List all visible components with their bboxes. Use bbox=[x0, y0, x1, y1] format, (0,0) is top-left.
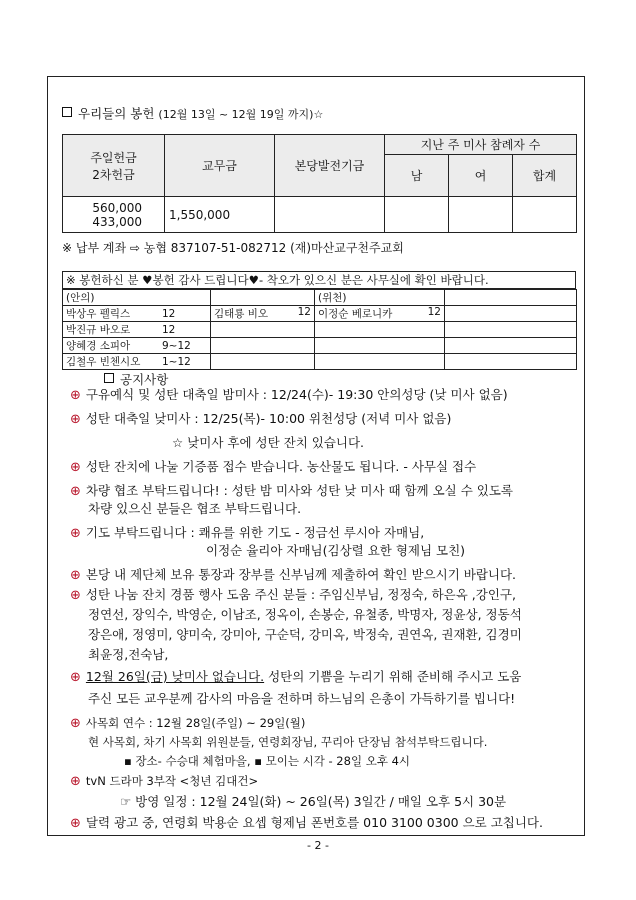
cross-bullet-icon: ⊕ bbox=[70, 412, 81, 427]
notice-text: 성탄 나눔 잔치 경품 행사 도움 주신 분들 : 주임신부님, 정정숙, 하은옥 ,강인구, bbox=[85, 587, 516, 602]
donor-months: 12 bbox=[427, 306, 441, 318]
cross-bullet-icon: ⊕ bbox=[70, 484, 81, 499]
notice-text: ▪ 장소- 수승대 체험마을, ▪ 모이는 시각 - 28일 오후 4시 bbox=[124, 754, 411, 768]
notice-text: 기도 부탁드립니다 : 쾌유를 위한 기도 - 정금선 루시아 자매님, bbox=[85, 525, 425, 540]
notice-text: 본당 내 제단체 보유 통장과 장부를 신부님께 제출하여 확인 받으시기 바랍니다. bbox=[85, 567, 517, 582]
square-bullet-icon bbox=[104, 373, 114, 383]
notice-text: 차량 있으신 분들은 협조 부탁드립니다. bbox=[88, 501, 302, 516]
cross-bullet-icon: ⊕ bbox=[70, 588, 81, 603]
notice-text: tvN 드라마 3부작 <청년 김대건> bbox=[85, 774, 259, 788]
cross-bullet-icon: ⊕ bbox=[70, 716, 81, 731]
cross-bullet-icon: ⊕ bbox=[70, 526, 81, 541]
donor-name: 김철우 빈첸시오 bbox=[66, 356, 141, 368]
notice-text: 최윤정,전숙남, bbox=[88, 647, 169, 662]
notice-text: ☞ 방영 일정 : 12월 24일(화) ~ 26일(목) 3일간 / 매일 오후 5시 30분 bbox=[120, 794, 507, 809]
notice-item bbox=[70, 668, 521, 687]
notice-text: ☆ 낮미사 후에 성탄 잔치 있습니다. bbox=[172, 435, 365, 450]
notice-text: 현 사목회, 차기 사목회 위원분들, 연령회장님, 꾸리아 단장님 참석부탁드립니다. bbox=[88, 735, 488, 749]
notice-text: 성탄 잔치에 나눌 기증품 접수 받습니다. 농산물도 됩니다. - 사무실 접수 bbox=[85, 459, 477, 474]
development-value bbox=[275, 197, 385, 233]
offering-period: (12월 13일 ~ 12월 19일 까지)☆ bbox=[158, 108, 324, 121]
sunday-second-header bbox=[63, 135, 165, 197]
development-header: 본당발전기금 bbox=[275, 135, 385, 197]
square-bullet-icon bbox=[62, 107, 72, 117]
second-header: 2차헌금 bbox=[92, 167, 135, 182]
notice-text: 12월 26일(금) 낮미사 없습니다. bbox=[85, 669, 265, 684]
donor-months: 1~12 bbox=[162, 356, 191, 368]
page-number: - 2 - bbox=[307, 839, 329, 852]
donor-name: 박진규 바오로 bbox=[66, 324, 131, 336]
sunday-second-values bbox=[63, 197, 165, 233]
donor-name: 양혜경 소피아 bbox=[66, 340, 131, 352]
table-row bbox=[63, 338, 577, 354]
notice-text: 이정순 율리아 자매님(김상렬 요한 형제님 모친) bbox=[206, 543, 466, 558]
notice-item bbox=[70, 814, 543, 833]
notice-text: 성탄 대축일 낮미사 : 12/25(목)- 10:00 위천성당 (저녁 미사 없음) bbox=[85, 411, 452, 426]
notice-text: 장은애, 정영미, 양미숙, 강미아, 구순덕, 강미옥, 박정숙, 권연옥, 권재환, 김경미 bbox=[88, 627, 522, 642]
sunday-value: 560,000 bbox=[92, 200, 142, 215]
donor-name: 박상우 펠릭스 bbox=[66, 308, 131, 320]
second-value: 433,000 bbox=[92, 214, 142, 229]
table-row bbox=[63, 322, 577, 338]
cross-bullet-icon: ⊕ bbox=[70, 460, 81, 475]
notice-item bbox=[70, 566, 516, 585]
mission-header: 교무금 bbox=[165, 135, 275, 197]
notice-text: 성탄의 기쁨을 누리기 위해 준비해 주시고 도움 bbox=[264, 669, 522, 684]
table-row bbox=[63, 306, 577, 322]
notice-item bbox=[70, 772, 258, 791]
offering-title: 우리들의 봉헌 bbox=[78, 106, 155, 121]
offering-table bbox=[62, 134, 577, 233]
notice-title: 공지사항 bbox=[120, 372, 169, 387]
male-value bbox=[385, 197, 449, 233]
donor-months: 12 bbox=[162, 324, 176, 336]
female-value bbox=[449, 197, 513, 233]
total-header: 합계 bbox=[513, 155, 577, 197]
notice-item bbox=[70, 386, 508, 405]
table-row bbox=[63, 354, 577, 370]
donor-col3-header: (위천) bbox=[315, 290, 445, 306]
donor-col1-header: (안의) bbox=[63, 290, 211, 306]
donor-name: 이정순 베로니카 bbox=[318, 308, 393, 320]
cross-bullet-icon: ⊕ bbox=[70, 670, 81, 685]
donor-months: 12 bbox=[162, 308, 176, 320]
mission-value: 1,550,000 bbox=[165, 197, 275, 233]
attendance-header: 지난 주 미사 참례자 수 bbox=[385, 135, 577, 155]
donor-months: 9~12 bbox=[162, 340, 191, 352]
donor-table bbox=[62, 289, 577, 370]
notice-item bbox=[70, 524, 424, 543]
cross-bullet-icon: ⊕ bbox=[70, 816, 81, 831]
male-header: 남 bbox=[385, 155, 449, 197]
notice-text: 정연선, 장익수, 박영순, 이남조, 정옥이, 손봉순, 유철종, 박명자, 정윤상, 정동석 bbox=[88, 607, 522, 622]
sunday-header: 주일헌금 bbox=[90, 150, 137, 165]
offering-section-title bbox=[62, 104, 323, 122]
notice-text: 차량 협조 부탁드립니다! : 성탄 밤 미사와 성탄 낮 미사 때 함께 오실 수 있도록 bbox=[85, 483, 514, 498]
notice-item bbox=[70, 458, 476, 477]
notice-item bbox=[70, 410, 451, 429]
thanks-banner: ※ 봉헌하신 분 ♥봉헌 감사 드립니다♥- 착오가 있으신 분은 사무실에 확인 바랍니다. bbox=[62, 271, 576, 289]
notice-item bbox=[70, 714, 305, 733]
female-header: 여 bbox=[449, 155, 513, 197]
notice-item bbox=[70, 586, 516, 605]
cross-bullet-icon: ⊕ bbox=[70, 774, 81, 789]
cross-bullet-icon: ⊕ bbox=[70, 568, 81, 583]
notice-text: 주신 모든 교우분께 감사의 마음을 전하며 하느님의 은총이 가득하기를 빕니다! bbox=[88, 691, 516, 706]
notice-text: 구유예식 및 성탄 대축일 밤미사 : 12/24(수)- 19:30 안의성당 (낮 미사 없음) bbox=[85, 387, 508, 402]
total-value bbox=[513, 197, 577, 233]
notice-item bbox=[70, 482, 513, 501]
cross-bullet-icon: ⊕ bbox=[70, 388, 81, 403]
donor-name: 김태룡 비오 bbox=[214, 308, 269, 320]
donor-months: 12 bbox=[297, 306, 311, 318]
notice-text: 달력 광고 중, 연령회 박용순 요셉 형제님 폰번호를 010 3100 0300 으로 고칩니다. bbox=[85, 815, 543, 830]
notice-text: 사목회 연수 : 12월 28일(주일) ~ 29일(월) bbox=[85, 716, 306, 730]
bank-account: ※ 납부 계좌 ⇨ 농협 837107-51-082712 (재)마산교구천주교회 bbox=[62, 241, 404, 255]
